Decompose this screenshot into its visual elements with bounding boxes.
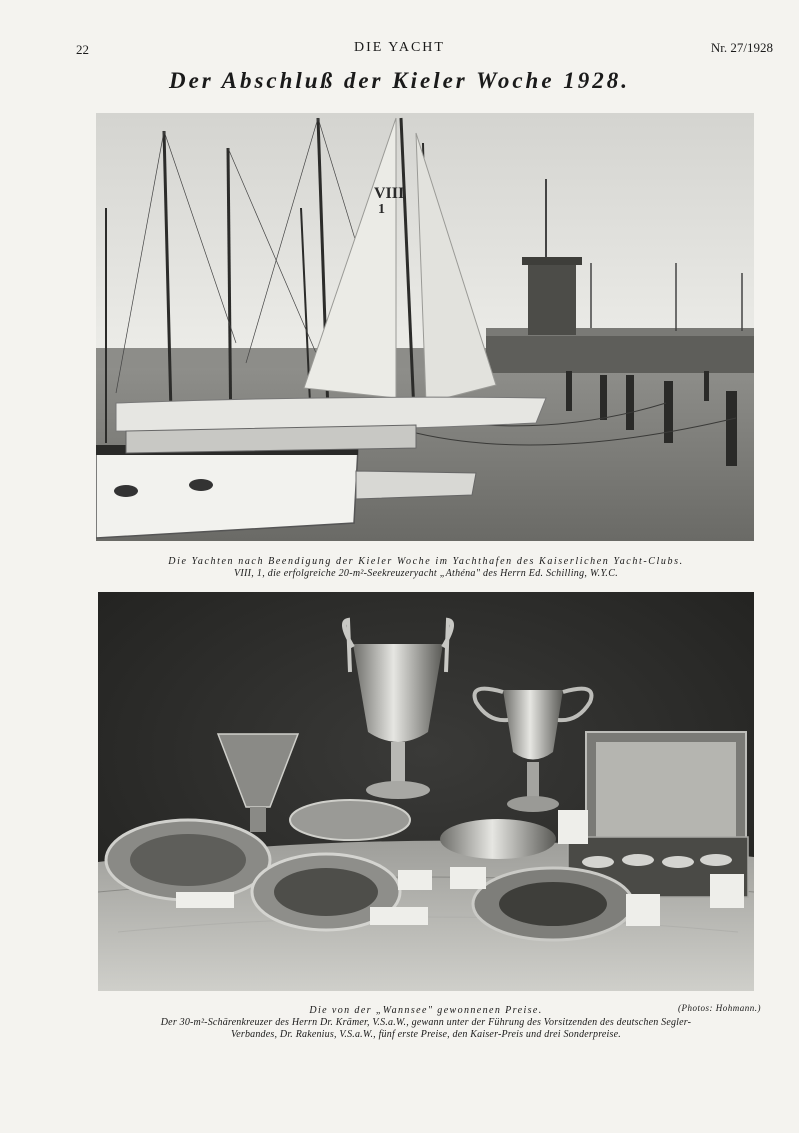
bottom-photo-caption-line2: Der 30-m²-Schärenkreuzer des Herrn Dr. Krämer, V.S.a.W., gewann unter der Führung des Vorsitzenden des deutschen Segler- bbox=[160, 1017, 692, 1028]
top-photo-caption-line1: Die Yachten nach Beendigung der Kieler Woche im Yachthafen des Kaiserlichen Yacht-Clubs. bbox=[168, 556, 684, 567]
bottom-photo-caption-line3: Verbandes, Dr. Rakenius, V.S.a.W., fünf erste Preise, den Kaiser-Preis und drei Sonderpreise. bbox=[231, 1029, 621, 1040]
photo-credit: (Photos: Hohmann.) bbox=[678, 1003, 761, 1013]
article-title: Der Abschluß der Kieler Woche 1928. bbox=[168, 68, 631, 93]
harbour-photo bbox=[96, 113, 754, 541]
sail-number: VIII bbox=[374, 185, 405, 202]
page-number: 22 bbox=[76, 42, 89, 57]
bottom-photo-caption-line1: Die von der „Wannsee" gewonnenen Preise. bbox=[309, 1005, 543, 1016]
top-photo-caption-line2: VIII, 1, die erfolgreiche 20-m²-Seekreuzeryacht „Athéna" des Herrn Ed. Schilling, W.Y.C. bbox=[234, 568, 618, 579]
running-head: DIE YACHT bbox=[354, 40, 445, 55]
svg-text:1: 1 bbox=[378, 202, 385, 217]
trophies-photo bbox=[98, 592, 754, 991]
issue-number: Nr. 27/1928 bbox=[710, 40, 773, 55]
